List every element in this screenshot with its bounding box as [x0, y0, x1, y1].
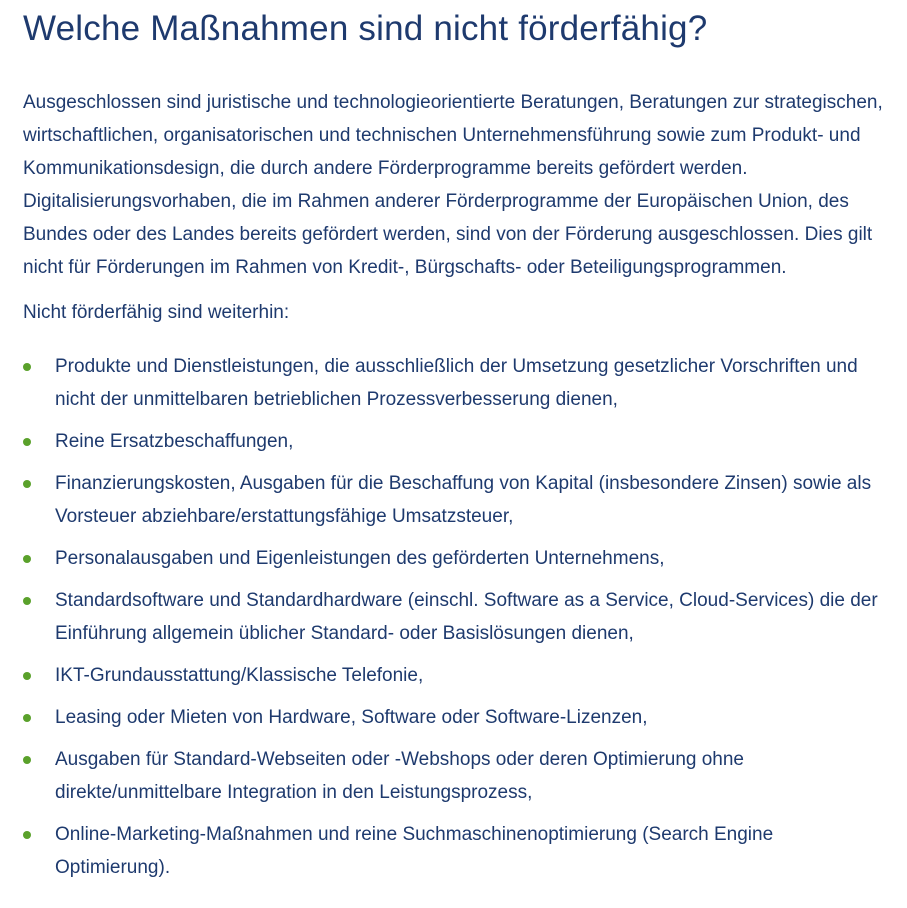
list-item — [23, 818, 881, 884]
intro-paragraph: Ausgeschlossen sind juristische und technologieorientierte Beratungen, Beratungen zur strategischen, wirtschaftlichen, organisatorischen und technischen Unternehmensführung sowie zum Produkt- und Kommunikationsdesign, die durch andere Förderprogramme bereits gefördert werden. Digitalisierungsvorhaben, die im Rahmen anderer Förderprogramme der Europäischen Union, des Bundes oder des Landes bereits gefördert werden, sind von der Förderung ausgeschlossen. Dies gilt nicht für Förderungen im Rahmen von Kredit-, Bürgschafts- oder Beteiligungsprogrammen. — [23, 92, 883, 278]
list-item — [23, 584, 881, 650]
list-item — [23, 659, 881, 692]
list-item-text: Reine Ersatzbeschaffungen, — [55, 431, 294, 452]
content-section — [23, 0, 889, 893]
page-title: Welche Maßnahmen sind nicht förderfähig? — [23, 9, 708, 48]
list-item — [23, 542, 881, 575]
bullet-icon — [23, 555, 31, 563]
list-item-text: Finanzierungskosten, Ausgaben für die Beschaffung von Kapital (insbesondere Zinsen) sowie als Vorsteuer abziehbare/erstattungsfähige Umsatzsteuer, — [55, 473, 872, 527]
list-item-text: Personalausgaben und Eigenleistungen des geförderten Unternehmens, — [55, 548, 665, 569]
list-item — [23, 425, 881, 458]
list-item-text: Standardsoftware und Standardhardware (einschl. Software as a Service, Cloud-Services) die der Einführung allgemein üblicher Standard- oder Basislösungen dienen, — [55, 590, 878, 644]
exclusion-list — [23, 350, 889, 884]
bullet-icon — [23, 363, 31, 371]
bullet-icon — [23, 672, 31, 680]
bullet-icon — [23, 831, 31, 839]
list-item — [23, 350, 881, 416]
bullet-icon — [23, 756, 31, 764]
list-item — [23, 701, 881, 734]
bullet-icon — [23, 714, 31, 722]
list-item-text: IKT-Grundausstattung/Klassische Telefonie, — [55, 665, 424, 686]
list-lead-text: Nicht förderfähig sind weiterhin: — [23, 302, 290, 323]
bullet-icon — [23, 597, 31, 605]
bullet-icon — [23, 480, 31, 488]
list-item — [23, 743, 881, 809]
list-item — [23, 467, 881, 533]
list-item-text: Ausgaben für Standard-Webseiten oder -Webshops oder deren Optimierung ohne direkte/unmittelbare Integration in den Leistungsprozess, — [55, 749, 745, 803]
list-item-text: Leasing oder Mieten von Hardware, Software oder Software-Lizenzen, — [55, 707, 648, 728]
list-item-text: Online-Marketing-Maßnahmen und reine Suchmaschinenoptimierung (Search Engine Optimierung). — [55, 824, 774, 878]
bullet-icon — [23, 438, 31, 446]
list-item-text: Produkte und Dienstleistungen, die ausschließlich der Umsetzung gesetzlicher Vorschriften und nicht der unmittelbaren betrieblichen Prozessverbesserung dienen, — [55, 356, 858, 410]
